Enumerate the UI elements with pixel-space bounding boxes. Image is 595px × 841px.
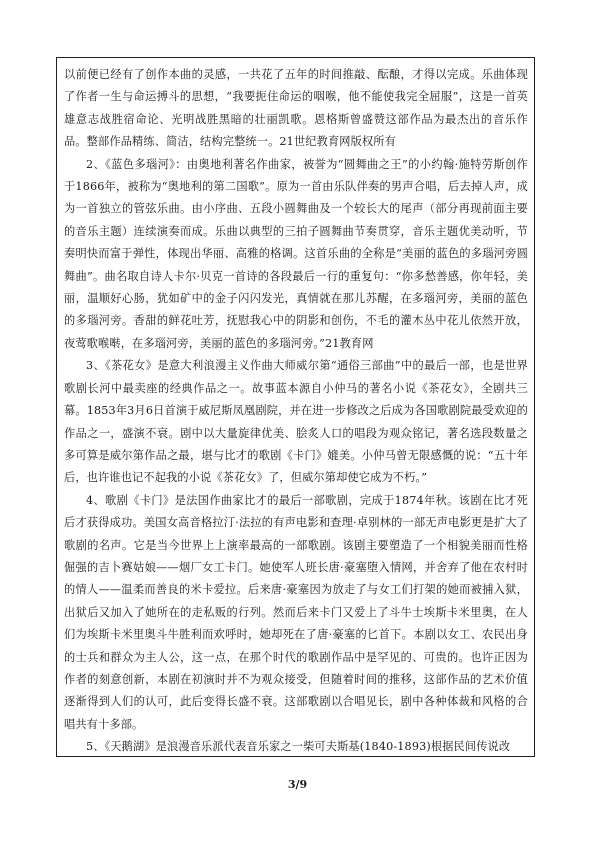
paragraph-continuation: 以前便已经有了创作本曲的灵感，一共花了五年的时间推敲、酝酿，才得以完成。乐曲体现了作者一生与命运搏斗的思想，“我要扼住命运的咽喉，他不能使我完全屈服”，这是一首英雄意志战胜宿命论、光明战胜黑暗的壮丽凯歌。恩格斯曾盛赞这部作品为最杰出的音乐作品。整部作品精练、简洁，结构完整统一。21世纪教育网版权所有	[64, 68, 528, 149]
paragraph-blue-danube: 2、《蓝色多瑙河》：由奥地利著名作曲家，被誉为“圆舞曲之王”的小约翰·施特劳斯创作于1866年，被称为“奥地利的第二国歌”。原为一首由乐队伴奏的男声合唱，后去掉人声，成为一首独立的管弦乐曲。由小序曲、五段小圆舞曲及一个较长大的尾声（部分再现前面主要的音乐主题）连续演奏而成。乐曲以典型的三拍子圆舞曲节奏贯穿，音乐主题优美动听，节奏明快而富于弹性，体现出华丽、高雅的格调。这首乐曲的全称是“美丽的蓝色的多瑙河旁圆舞曲”。曲名取自诗人卡尔·贝克一首诗的各段最后一行的重复句：“你多愁善感，你年轻，美丽，温顺好心肠，犹如矿中的金子闪闪发光，真情就在那儿苏醒，在多瑙河旁，美丽的蓝色的多瑙河旁。香甜的鲜花吐芳，抚慰我心中的阴影和创伤，不毛的灌木丛中花儿依然开放，夜莺歌喉啭，在多瑙河旁，美丽的蓝色的多瑙河旁。”21教育网	[64, 157, 528, 350]
paragraph-carmen: 4、歌剧《卡门》是法国作曲家比才的最后一部歌剧，完成于1874年秋。该剧在比才死后才获得成功。美国女高音格拉汀·法拉的有声电影和查理·卓别林的一部无声电影更是扩大了歌剧的名声。它是当今世界上上演率最高的一部歌剧。该剧主要塑造了一个相貌美丽而性格倔强的吉卜赛姑娘——烟厂女工卡门。她使军人班长唐·豪塞堕入情网，并舍弃了他在农村时的情人——温柔而善良的米卡爱拉。后来唐·豪塞因为放走了与女工们打架的她而被捕入狱，出狱后又加入了她所在的走私贩的行列。然而后来卡门又爱上了斗牛士埃斯卡米里奥，在人们为埃斯卡米里奥斗牛胜利而欢呼时，她却死在了唐·豪塞的匕首下。本剧以女工、农民出身的士兵和群众为主人公，这一点，在那个时代的歌剧作品中是罕见的、可贵的。也许正因为作者的刻意创新，本剧在初演时并不为观众接受，但随着时间的推移，这部作品的艺术价值逐渐得到人们的认可，此后变得长盛不衰。这部歌剧以合唱见长，剧中各种体裁和风格的合唱共有十多部。	[64, 493, 528, 731]
page-number: 3/9	[287, 778, 308, 791]
document-body	[64, 64, 528, 759]
paragraph-la-traviata: 3、《茶花女》是意大利浪漫主义作曲大师威尔第“通俗三部曲”中的最后一部，也是世界歌剧长河中最卖座的经典作品之一。故事蓝本源自小仲马的著名小说《茶花女》，全剧共三幕。1853年3月6日首演于威尼斯凤凰剧院，并在进一步修改之后成为各国歌剧院最受欢迎的作品之一，盛演不衰。剧中以大量旋律优美、脍炙人口的唱段为观众铭记，著名选段数量之多可算是威尔第作品之最，堪与比才的歌剧《卡门》媲美。小仲马曾无限感慨的说：“五十年后，也许谁也记不起我的小说《茶花女》了，但威尔第却使它成为不朽。”	[64, 359, 528, 485]
paragraph-swan-lake: 5、《天鹅湖》是浪漫音乐派代表音乐家之一柴可夫斯基(1840-1893)根据民间传说改	[86, 740, 511, 754]
